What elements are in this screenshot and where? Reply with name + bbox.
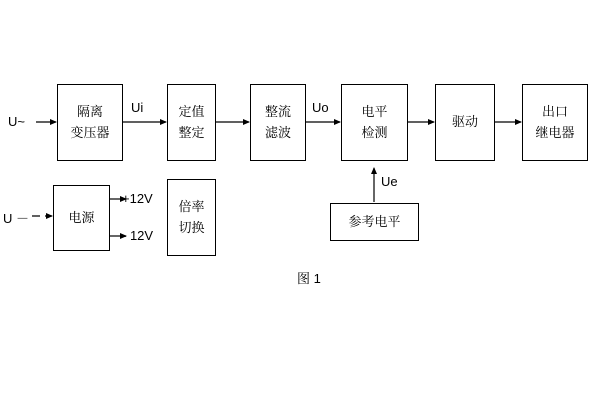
label-uo: Uo (312, 100, 329, 115)
block-line-1: 整流 (264, 104, 291, 120)
block-line-2: 整定 (178, 124, 205, 140)
label-input-dc: U － (3, 211, 30, 226)
block-line-1: 定值 (178, 104, 205, 120)
label-ue: Ue (381, 174, 398, 189)
block-line-2: 滤波 (264, 124, 291, 140)
figure-caption: 图 1 (297, 271, 321, 286)
block-line-2: 切换 (178, 219, 205, 235)
block-level-detection (341, 84, 408, 161)
block-line-1: 隔离 (76, 104, 103, 120)
block-line-2: 变压器 (70, 124, 110, 140)
block-line-1: 出口 (541, 104, 568, 120)
label-input-ac: U~ (8, 114, 25, 129)
block-power-supply (53, 185, 110, 251)
block-line-1: 电平 (361, 104, 388, 120)
block-line-1: 倍率 (178, 199, 205, 215)
block-line-1: 参考电平 (348, 213, 401, 229)
block-rectifier-filter (250, 84, 306, 161)
block-output-relay (522, 84, 588, 161)
block-line-1: 电源 (68, 209, 95, 225)
block-drive (435, 84, 495, 161)
block-line-2: 检测 (361, 124, 388, 140)
block-line-2: 继电器 (535, 124, 575, 140)
label-ui: Ui (131, 100, 144, 115)
block-reference-level (330, 203, 419, 241)
block-line-1: 驱动 (451, 114, 478, 130)
label-supply-positive: +12V (122, 191, 153, 206)
block-isolation-transformer (57, 84, 123, 161)
label-supply-negative: - 12V (122, 228, 154, 243)
block-fixed-value-setting (167, 84, 216, 161)
block-multiplier-switch (167, 179, 216, 256)
